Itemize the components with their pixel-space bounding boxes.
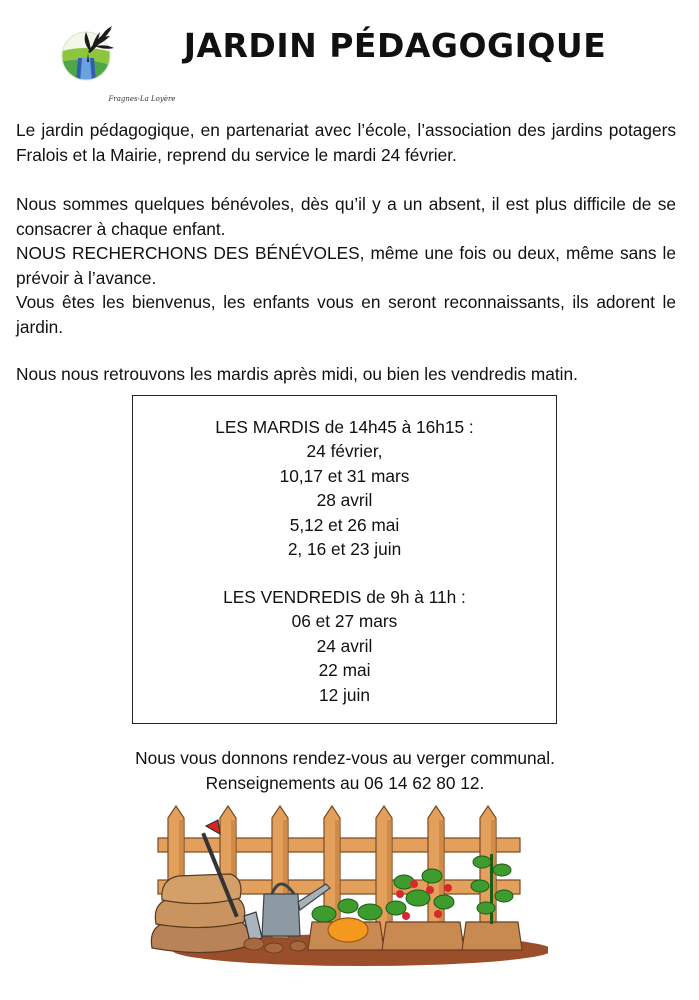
tuesday-date: 5,12 et 26 mai <box>289 514 400 535</box>
volunteer-line: adorent le jardin. <box>16 292 676 337</box>
friday-date: 24 avril <box>316 635 373 656</box>
closing-text <box>0 746 690 796</box>
tuesday-date: 24 février, <box>306 441 383 462</box>
friday-schedule <box>133 585 556 707</box>
friday-heading: LES VENDREDIS de 9h à 11h : <box>223 587 466 607</box>
leaf-logo-icon <box>52 22 126 84</box>
friday-date: 06 et 27 mars <box>291 611 398 632</box>
volunteer-line: Nous sommes quelques bénévoles, dès qu’il y a un absent, il est plus <box>16 194 567 214</box>
village-logo <box>52 22 176 103</box>
meeting-days-text: Nous nous retrouvons les mardis après midi, ou bien les vendredis matin. <box>16 364 578 384</box>
friday-date: 12 juin <box>319 684 370 705</box>
volunteer-line: difficile de se consacrer à chaque enfant. <box>16 194 677 239</box>
friday-date: 22 mai <box>318 660 371 681</box>
volunteer-line: même sans le prévoir à l’avance. <box>16 243 676 288</box>
schedule-box <box>132 395 557 724</box>
tuesday-date: 28 avril <box>316 490 373 511</box>
volunteer-line: NOUS RECHERCHONS DES BÉNÉVOLES, même une fois ou deux, <box>16 243 560 263</box>
page-title: JARDIN PÉDAGOGIQUE <box>183 26 607 65</box>
tuesday-date: 10,17 et 31 mars <box>279 465 410 486</box>
intro-paragraph <box>16 118 676 167</box>
intro-line: Le jardin pédagogique, en partenariat avec l’école, l’association des <box>16 120 546 140</box>
logo-caption: Fragnes-La Loyère <box>108 95 176 103</box>
tomato-bed <box>462 854 522 950</box>
tuesday-heading: LES MARDIS de 14h45 à 16h15 : <box>215 417 474 437</box>
pumpkin-bed <box>308 899 384 950</box>
garden-fence-illustration <box>148 798 548 970</box>
tuesday-date: 2, 16 et 23 juin <box>287 539 402 560</box>
volunteer-paragraph <box>16 192 676 339</box>
intro-line: jardins potagers Fralois et la Mairie, reprend du service le mardi 24 février. <box>16 120 676 165</box>
meeting-place: Nous vous donnons rendez-vous au verger communal. <box>135 748 555 768</box>
contact-phone: Renseignements au 06 14 62 80 12. <box>205 773 485 793</box>
volunteer-line: Vous êtes les bienvenus, les enfants vous en seront reconnaissants, ils <box>16 292 589 312</box>
tuesday-schedule <box>133 415 556 561</box>
